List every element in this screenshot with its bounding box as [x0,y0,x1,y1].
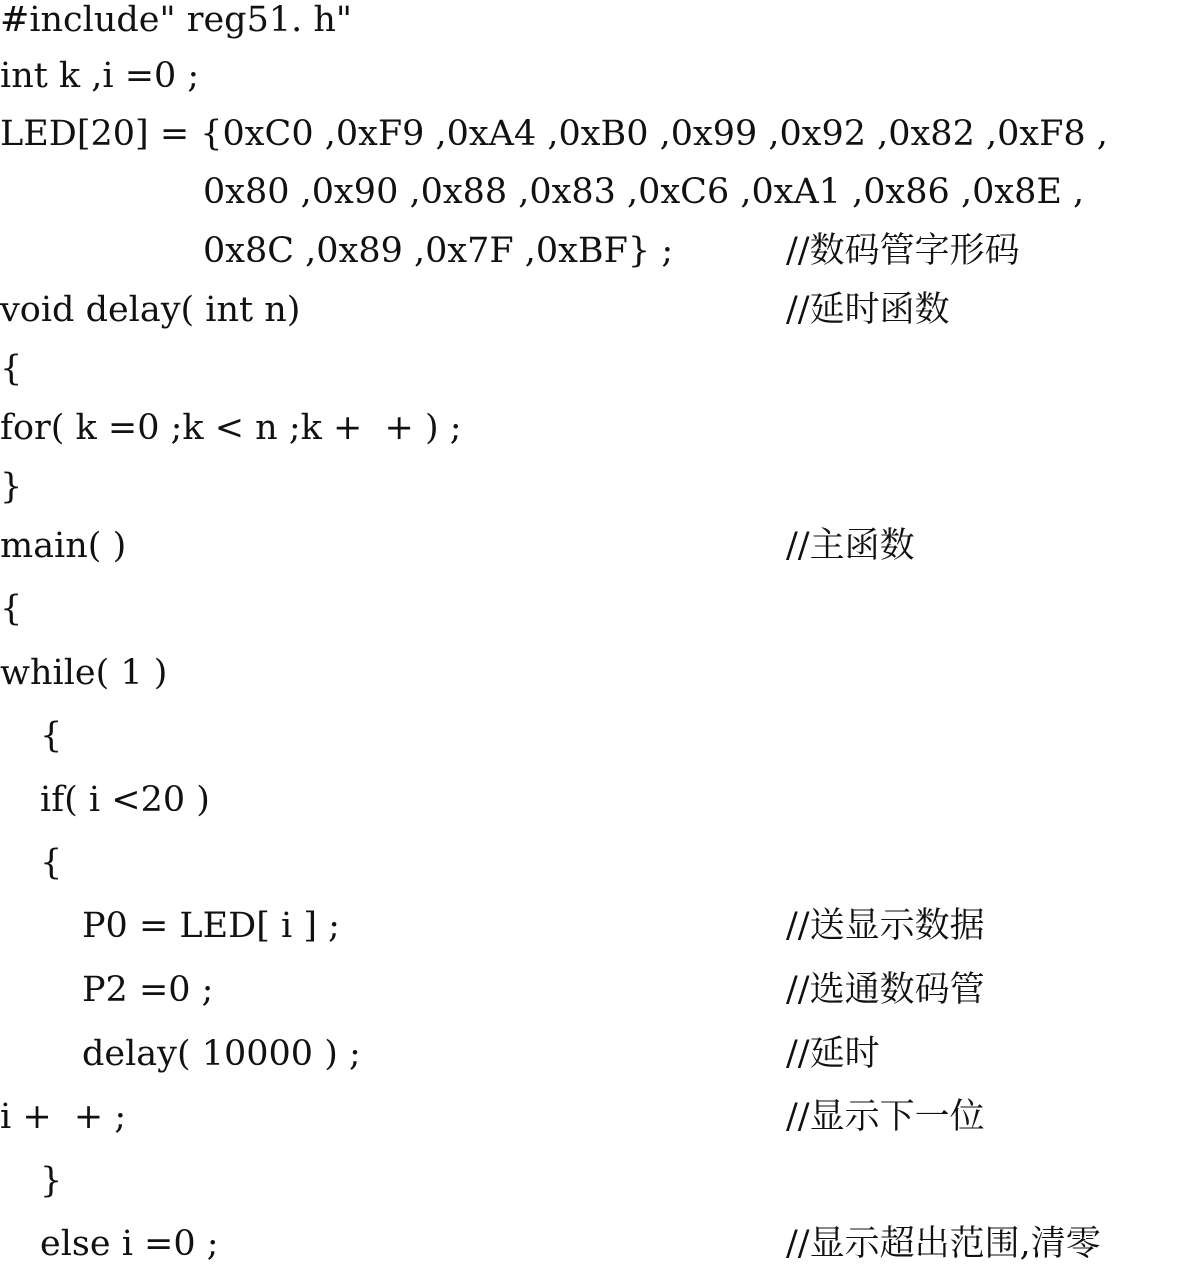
code-text: } [0,467,23,507]
code-line-include [0,0,1183,56]
code-line-p0-assign [0,906,1183,962]
code-text: #include" reg51. h" [0,0,353,40]
code-text: int k ,i =0 ; [0,56,200,96]
code-line-delay-decl [0,290,1183,346]
code-text: LED[20] = {0xC0 ,0xF9 ,0xA4 ,0xB0 ,0x99 ,0x92 ,0x82 ,0xF8 , [0,114,1108,154]
code-text: 0x8C ,0x89 ,0x7F ,0xBF} ; [203,231,674,271]
code-comment: //选通数码管 [786,970,985,1010]
code-line-increment [0,1097,1183,1153]
code-text: { [40,843,63,883]
code-comment: //主函数 [786,526,915,566]
code-text: void delay( int n) [0,290,301,330]
code-line-if [0,780,1183,836]
code-line-close-brace [0,1161,1183,1217]
code-line-open-brace [0,716,1183,772]
code-line-main-decl [0,526,1183,582]
code-comment: //送显示数据 [786,906,985,946]
code-comment: //延时 [786,1034,880,1074]
code-line-led-array-cont-1 [0,172,1183,228]
code-text: else i =0 ; [40,1224,219,1264]
code-line-while [0,653,1183,709]
code-comment: //显示下一位 [786,1097,985,1137]
code-line-delay-call [0,1034,1183,1090]
code-line-p2-assign [0,970,1183,1026]
code-comment: //数码管字形码 [786,231,1020,271]
code-line-led-array-cont-2 [0,231,1183,287]
code-text: P0 = LED[ i ] ; [82,906,340,946]
code-text: P2 =0 ; [82,970,214,1010]
code-text: while( 1 ) [0,653,168,693]
code-text: delay( 10000 ) ; [82,1034,361,1074]
code-text: { [0,349,23,389]
code-comment: //延时函数 [786,290,950,330]
code-text: main( ) [0,526,127,566]
code-text: } [40,1161,63,1201]
code-text: 0x80 ,0x90 ,0x88 ,0x83 ,0xC6 ,0xA1 ,0x86 ,0x8E , [203,172,1085,212]
code-line-close-brace [0,467,1183,523]
code-text: i + + ; [0,1097,127,1137]
code-text: { [40,716,63,756]
code-line-open-brace [0,843,1183,899]
code-text: { [0,589,23,629]
code-line-open-brace [0,349,1183,405]
code-line-for-loop [0,408,1183,464]
code-text: for( k =0 ;k < n ;k + + ) ; [0,408,462,448]
code-line-var-decl [0,56,1183,112]
code-text: if( i <20 ) [40,780,210,820]
code-line-open-brace [0,589,1183,645]
code-line-led-array [0,114,1183,170]
code-line-else [0,1224,1183,1280]
code-comment: //显示超出范围,清零 [786,1224,1101,1264]
